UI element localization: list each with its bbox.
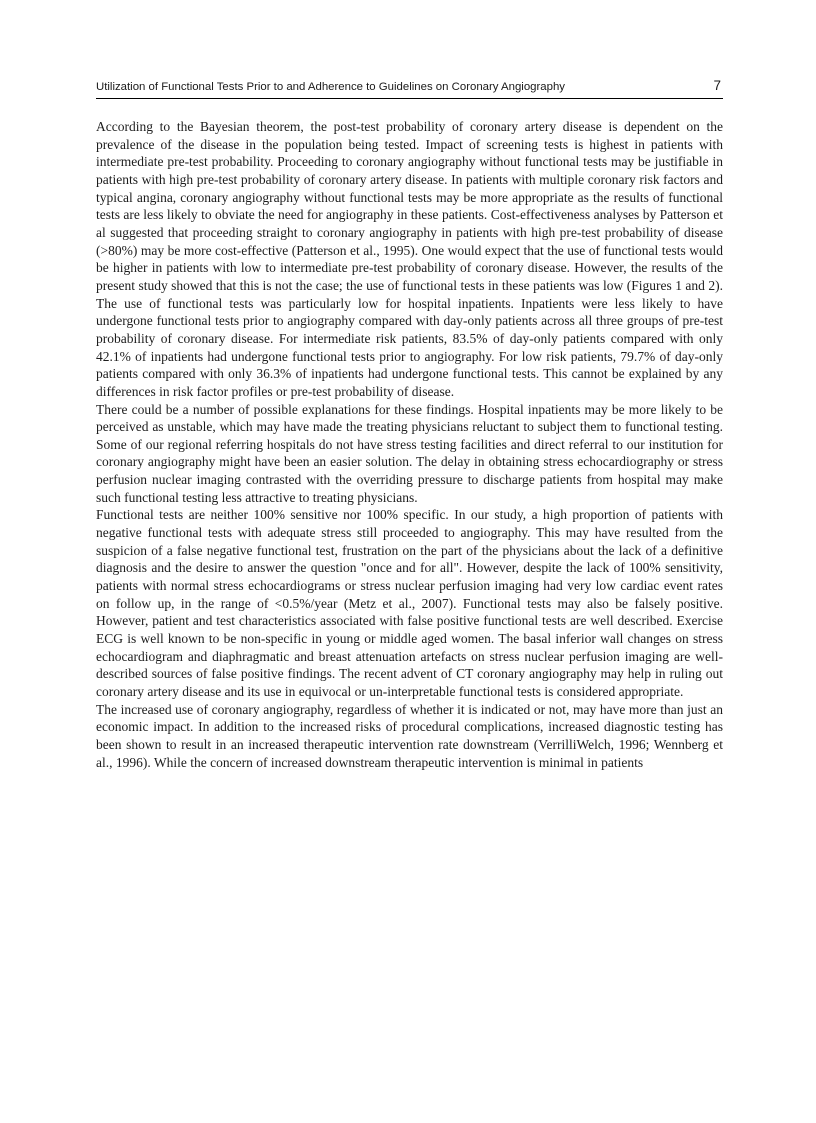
running-header <box>96 78 723 99</box>
running-title: Utilization of Functional Tests Prior to and Adherence to Guidelines on Coronary Angiography <box>96 81 565 93</box>
paragraph-functional-tests: Functional tests are neither 100% sensitive nor 100% specific. In our study, a high proportion of patients with negative functional tests with adequate stress still proceeded to angiography. This may have resulted from the suspicion of a false negative functional test, frustration on the part of the physicians about the lack of a definitive diagnosis and the desire to answer the question "once and for all". However, despite the lack of 100% sensitivity, patients with normal stress echocardiograms or stress nuclear perfusion imaging had very low cardiac event rates on follow up, in the range of <0.5%/year (Metz et al., 2007). Functional tests may also be falsely positive. However, patient and test characteristics associated with false positive functional tests are well described. Exercise ECG is well known to be non-specific in young or middle aged women. The basal inferior wall changes on stress echocardiogram and diaphragmatic and breast attenuation artefacts on stress nuclear perfusion imaging are well-described sources of false positive findings. The recent advent of CT coronary angiography may help in ruling out coronary artery disease and its use in equivocal or un-interpretable functional tests is considered appropriate. <box>96 507 723 699</box>
paragraph-increased-use: The increased use of coronary angiography, regardless of whether it is indicated or not, may have more than just an economic impact. In addition to the increased risks of procedural complications, increased diagnostic testing has been shown to result in an increased therapeutic intervention rate downstream (VerrilliWelch, 1996; Wennberg et al., 1996). While the concern of increased downstream therapeutic intervention is minimal in patients <box>96 701 723 770</box>
paragraph-explanations: There could be a number of possible explanations for these findings. Hospital inpatients may be more likely to be perceived as unstable, which may have made the treating physicians reluctant to subject them to functional testing. Some of our regional referring hospitals do not have stress testing facilities and direct referral to our institution for coronary angiography might have been an easier solution. The delay in obtaining stress echocardiography or stress perfusion nuclear imaging contrasted with the overriding pressure to discharge patients from hospital may make such functional testing less attractive to treating physicians. <box>96 401 723 505</box>
paragraph-bayesian: According to the Bayesian theorem, the post-test probability of coronary artery disease is dependent on the prevalence of the disease in the population being tested. Impact of screening tests is highest in patients with intermediate pre-test probability. Proceeding to coronary angiography without functional tests may be justifiable in patients with high pre-test probability of coronary artery disease. In patients with multiple coronary risk factors and typical angina, coronary angiography without functional tests may be more appropriate as the results of functional tests are less likely to obviate the need for angiography in these patients. Cost-effectiveness analyses by Patterson et al suggested that proceeding straight to coronary angiography in patients with high pre-test probability of disease (>80%) may be more cost-effective (Patterson et al., 1995). One would expect that the use of functional tests would be higher in patients with low to intermediate pre-test probability of coronary disease. However, the results of the present study showed that this is not the case; the use of functional tests in these patients was low (Figures 1 and 2). The use of functional tests was particularly low for hospital inpatients. Inpatients were less likely to have undergone functional tests prior to angiography compared with day-only patients across all three groups of pre-test probability of coronary disease. For intermediate risk patients, 83.5% of day-only patients compared with only 42.1% of inpatients had undergone functional tests prior to angiography. For low risk patients, 79.7% of day-only patients compared with only 36.3% of inpatients had undergone functional tests. This cannot be explained by any differences in risk factor profiles or pre-test probability of disease. <box>96 119 723 399</box>
body-text <box>96 118 723 771</box>
page-number: 7 <box>713 78 721 93</box>
